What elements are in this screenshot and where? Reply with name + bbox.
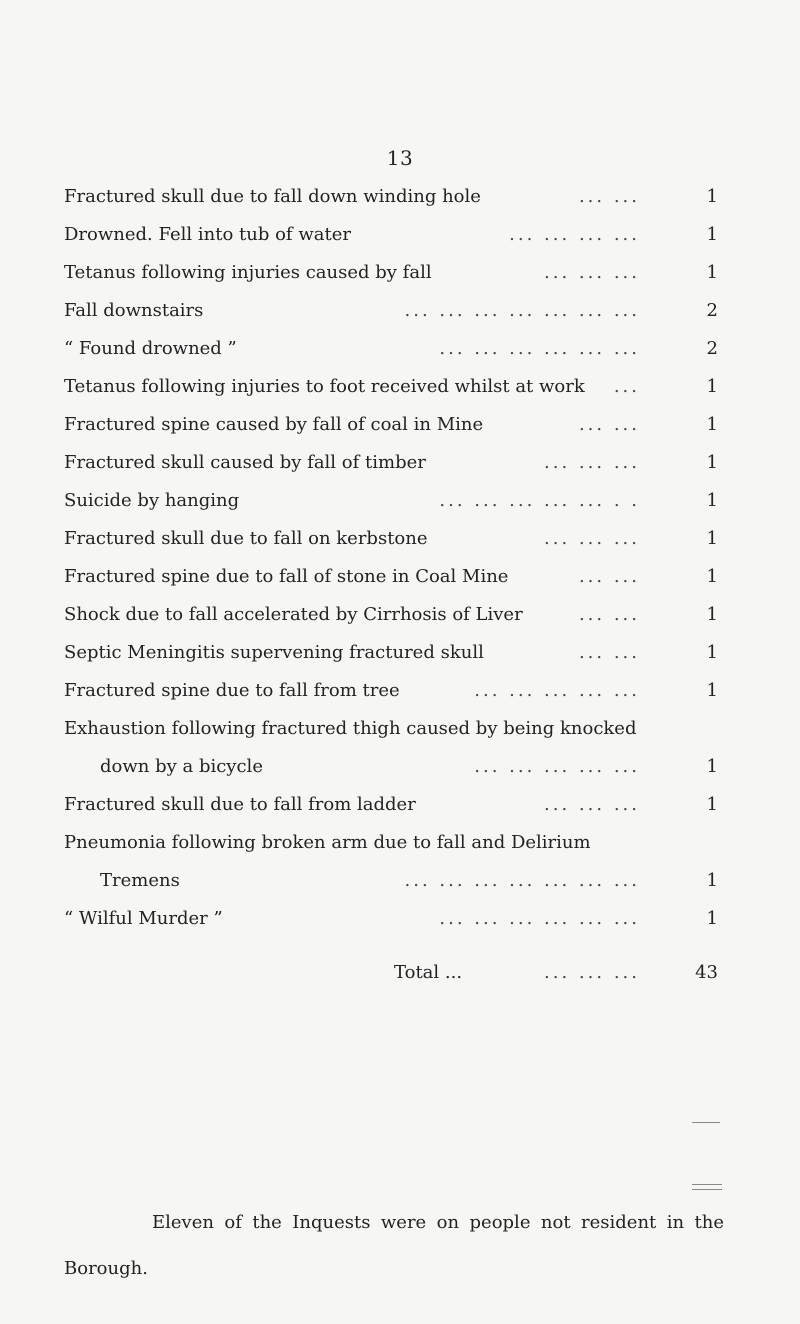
row-description: Fractured spine due to fall from tree — [64, 680, 400, 701]
row-description: Tetanus following injuries to foot received whilst at work — [64, 376, 585, 397]
row-description-line1: Exhaustion following fractured thigh caused by being knocked — [64, 718, 637, 739]
leader-dots: ... ... ... ... ... ... ... — [404, 870, 640, 891]
leader-dots: ... ... — [578, 414, 640, 435]
table-row — [64, 672, 724, 710]
row-description: Fall downstairs — [64, 300, 204, 321]
leader-dots: ... ... ... ... ... ... ... — [404, 300, 640, 321]
row-count: 2 — [706, 300, 718, 321]
table-row — [64, 824, 724, 900]
leader-dots: ... ... — [578, 566, 640, 587]
row-description: Drowned. Fell into tub of water — [64, 224, 351, 245]
row-count: 1 — [706, 262, 718, 283]
table-row — [64, 482, 724, 520]
inquest-table — [64, 178, 724, 992]
row-description: Fractured skull due to fall from ladder — [64, 794, 416, 815]
leader-dots: ... ... — [578, 642, 640, 663]
leader-dots: ... ... ... — [544, 962, 640, 983]
row-description: Tetanus following injuries caused by fall — [64, 262, 432, 283]
page-number: 13 — [386, 146, 414, 170]
row-description-line2: Tremens — [100, 870, 180, 891]
leader-dots: ... ... ... ... — [509, 224, 640, 245]
table-row — [64, 520, 724, 558]
row-description-line2: down by a bicycle — [100, 756, 263, 777]
table-row — [64, 178, 724, 216]
total-row — [64, 954, 724, 992]
table-row — [64, 254, 724, 292]
table-row — [64, 634, 724, 672]
total-double-rule — [692, 1184, 722, 1190]
table-row — [64, 444, 724, 482]
row-description: Septic Meningitis supervening fractured skull — [64, 642, 484, 663]
row-description: Fractured skull due to fall on kerbstone — [64, 528, 428, 549]
leader-dots: ... ... — [578, 186, 640, 207]
table-row — [64, 558, 724, 596]
table-row — [64, 216, 724, 254]
footnote-line2: Borough. — [64, 1258, 148, 1279]
row-count: 1 — [706, 490, 718, 511]
leader-dots: ... ... ... ... ... — [474, 756, 640, 777]
table-row — [64, 368, 724, 406]
row-description: Fractured skull due to fall down winding hole — [64, 186, 481, 207]
leader-dots: ... ... ... — [544, 262, 640, 283]
leader-dots: ... ... ... — [544, 528, 640, 549]
row-count: 1 — [706, 414, 718, 435]
row-count: 1 — [706, 566, 718, 587]
table-row — [64, 406, 724, 444]
row-count: 1 — [706, 908, 718, 929]
table-row — [64, 710, 724, 786]
leader-dots: ... ... ... — [544, 452, 640, 473]
table-row — [64, 596, 724, 634]
row-count: 1 — [706, 186, 718, 207]
row-description: Suicide by hanging — [64, 490, 240, 511]
row-description-line1: Pneumonia following broken arm due to fall and Delirium — [64, 832, 591, 853]
row-description: Shock due to fall accelerated by Cirrhosis of Liver — [64, 604, 523, 625]
leader-dots: ... ... ... ... ... — [474, 680, 640, 701]
row-description: Fractured skull caused by fall of timber — [64, 452, 426, 473]
row-count: 1 — [706, 870, 718, 891]
row-count: 1 — [706, 376, 718, 397]
leader-dots: ... ... ... ... ... . . — [439, 490, 640, 511]
row-count: 1 — [706, 528, 718, 549]
row-count: 1 — [706, 680, 718, 701]
row-description: Fractured spine due to fall of stone in Coal Mine — [64, 566, 509, 587]
footnote-line1: Eleven of the Inquests were on people not resident in the — [152, 1212, 724, 1233]
row-count: 1 — [706, 642, 718, 663]
row-count: 2 — [706, 338, 718, 359]
row-count: 1 — [706, 794, 718, 815]
leader-dots: ... ... — [578, 604, 640, 625]
row-count: 1 — [706, 604, 718, 625]
leader-dots: ... ... ... ... ... ... — [439, 908, 640, 929]
table-row — [64, 900, 724, 938]
leader-dots: ... ... ... — [544, 794, 640, 815]
row-count: 1 — [706, 756, 718, 777]
leader-dots: ... ... ... ... ... ... — [439, 338, 640, 359]
total-label: Total ... — [394, 962, 463, 983]
table-row — [64, 330, 724, 368]
leader-dots: ... — [613, 376, 640, 397]
row-description: “ Wilful Murder ” — [64, 908, 223, 929]
row-description: “ Found drowned ” — [64, 338, 237, 359]
total-rule — [692, 1122, 720, 1123]
row-description: Fractured spine caused by fall of coal in Mine — [64, 414, 484, 435]
row-count: 1 — [706, 224, 718, 245]
table-row — [64, 786, 724, 824]
row-count: 1 — [706, 452, 718, 473]
total-count: 43 — [695, 962, 718, 983]
footnote-paragraph — [64, 1200, 724, 1292]
table-row — [64, 292, 724, 330]
